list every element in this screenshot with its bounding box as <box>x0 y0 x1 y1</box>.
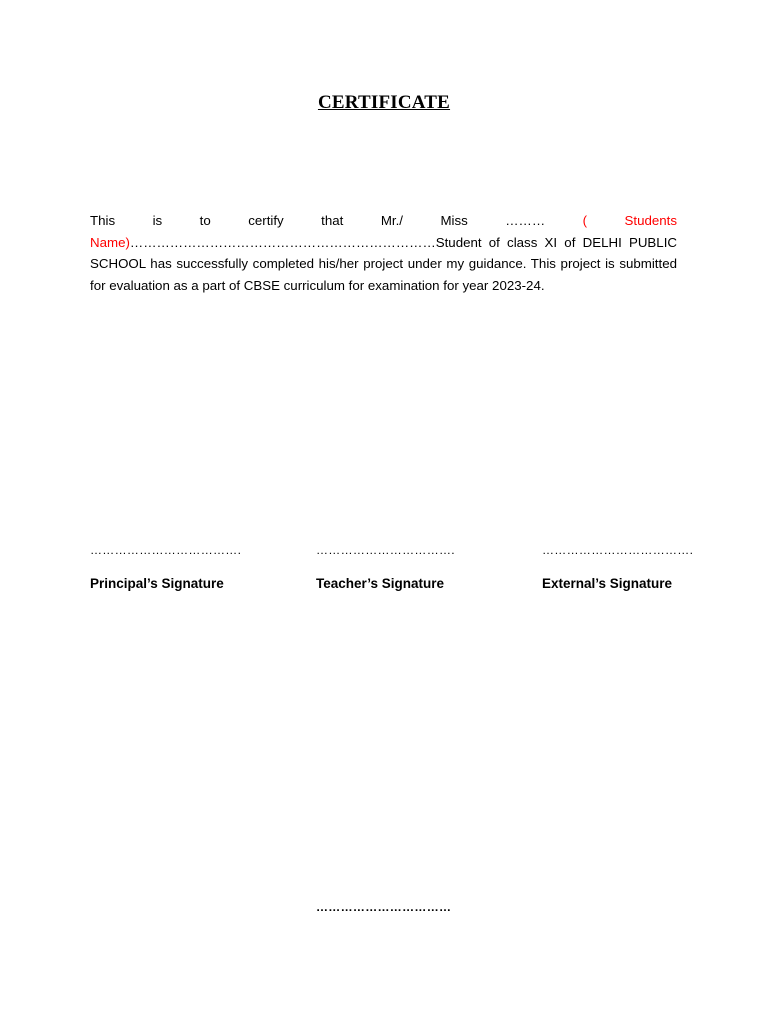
principal-signature-block <box>90 542 290 591</box>
external-signature-block <box>542 542 742 591</box>
external-signature-label: External’s Signature <box>542 576 673 591</box>
external-signature-line: ………………………………. <box>542 543 694 557</box>
certificate-body <box>90 210 677 296</box>
principal-signature-line: ………………………………. <box>90 543 242 557</box>
body-text-part-1: This is to certify that Mr./ Miss ……… <box>90 213 583 228</box>
teacher-signature-label: Teacher’s Signature <box>316 576 445 591</box>
body-text-part-2: ……………………………………………………………Student of class XI of DELHI PUBLIC SCHOOL has successfully completed his/her project under my guidance. This project is submitted for evaluation as a part of CBSE curriculum for examination for year 2023-24. <box>90 234 677 293</box>
teacher-signature-line: ……………………………. <box>316 543 455 557</box>
principal-signature-label: Principal’s Signature <box>90 576 224 591</box>
certificate-title: CERTIFICATE <box>317 92 451 113</box>
students-name-placeholder: ( Students Name) <box>90 213 677 250</box>
teacher-signature-block <box>316 542 516 591</box>
bottom-dotted-line: …………………………… <box>316 900 452 914</box>
